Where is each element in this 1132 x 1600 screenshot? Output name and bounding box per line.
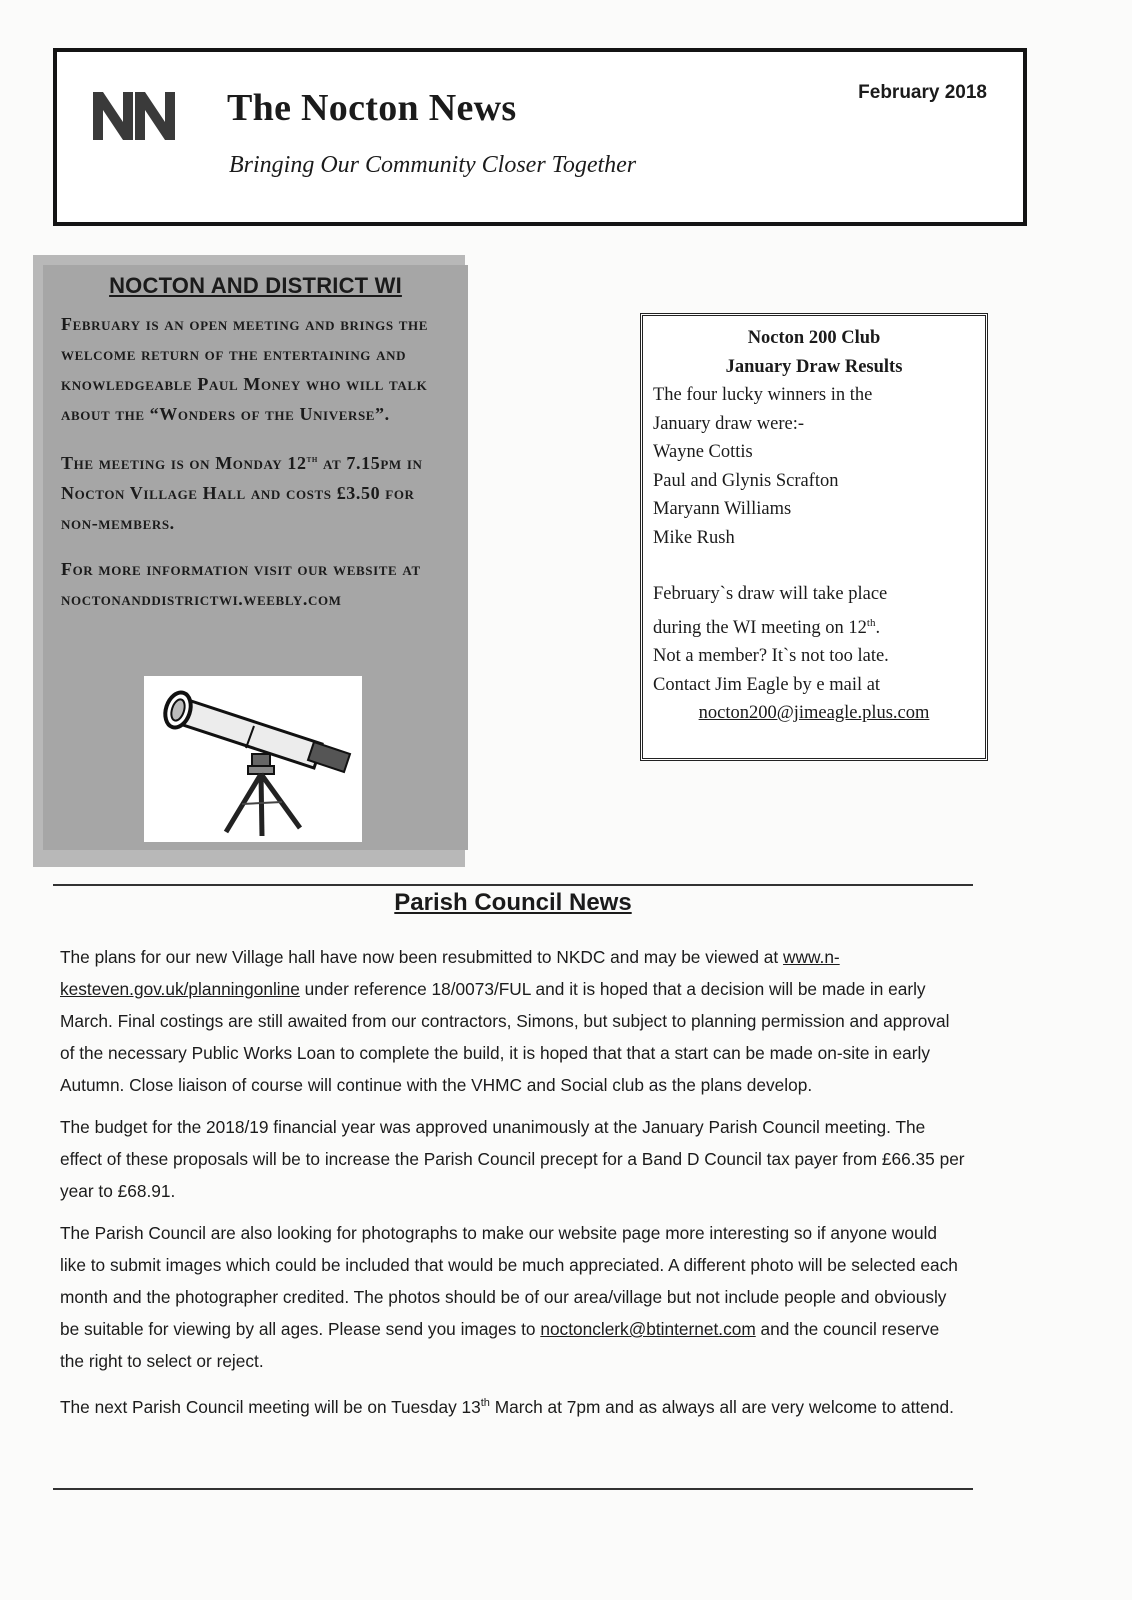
club-200-box <box>640 313 988 761</box>
wi-website: noctonanddistrictwi.weebly.com <box>61 589 342 609</box>
winner: Maryann Williams <box>653 499 792 519</box>
masthead <box>53 48 1027 226</box>
nn-logo <box>91 90 179 142</box>
club-next-4: Contact Jim Eagle by e mail at <box>653 674 881 695</box>
club-title-2: January Draw Results <box>725 356 903 377</box>
parish-paragraph-3: The Parish Council are also looking for photographs to make our website page more interesting so if anyone would like to submit images which could be included that would be much appreciated. A different photo will be selected each month and the photographer credited. The photos should be of our area/village but not include people and obviously be suitable for viewing by all ages. Please send you images to noctonclerk@btinternet.com and the council reserve the right to select or reject. <box>60 1223 958 1371</box>
winner: Mike Rush <box>653 527 735 548</box>
wi-paragraph-1: February is an open meeting and brings the welcome return of the entertaining and knowledgeable Paul Money who will talk about the “Wonders of the Universe”. <box>61 314 429 424</box>
newsletter-title: The Nocton News <box>227 87 517 129</box>
club-title-1: Nocton 200 Club <box>747 328 881 348</box>
wi-paragraph-2: The meeting is on Monday 12th at 7.15pm in Nocton Village Hall and costs £3.50 for non-members. <box>61 453 423 533</box>
tagline: Bringing Our Community Closer Together <box>229 152 637 178</box>
parish-paragraph-4: The next Parish Council meeting will be on Tuesday 13th March at 7pm and as always all are very welcome to attend. <box>60 1396 954 1417</box>
winner: Wayne Cottis <box>653 442 753 462</box>
issue-date: February 2018 <box>858 82 987 103</box>
club-email-link[interactable]: nocton200@jimeagle.plus.com <box>698 703 930 724</box>
club-next-2: during the WI meeting on 12th. <box>653 616 881 638</box>
wi-heading: NOCTON AND DISTRICT WI <box>109 273 402 298</box>
club-intro-1: The four lucky winners in the <box>653 385 873 405</box>
clerk-email-link[interactable]: noctonclerk@btinternet.com <box>540 1319 756 1339</box>
parish-paragraph-1: The plans for our new Village hall have now been resubmitted to NKDC and may be viewed at www.n-kesteven.gov.uk/planningonline under reference 18/0073/FUL and it is hoped that a decision will be made in early March. Final costings are still awaited from our contractors, Simons, but subject to planning permission and approval of the necessary Public Works Loan to complete the build, it is hoped that that a start can be made on-site in early Autumn. Close liaison of course will continue with the VHMC and Social club as the plans develop. <box>60 947 950 1095</box>
winner: Paul and Glynis Scrafton <box>653 470 839 491</box>
wi-box <box>43 265 468 850</box>
divider-top <box>53 884 973 886</box>
club-next-3: Not a member? It`s not too late. <box>653 646 889 667</box>
telescope-icon <box>144 676 362 842</box>
club-next-1: February`s draw will take place <box>653 584 888 604</box>
parish-body <box>60 941 965 1433</box>
club-intro-2: January draw were:- <box>653 413 805 434</box>
divider-bottom <box>53 1488 973 1490</box>
parish-heading: Parish Council News <box>394 889 632 916</box>
planning-link[interactable]: www.n-kesteven.gov.uk/planningonline <box>60 947 840 999</box>
wi-paragraph-3: For more information visit our website at noctonanddistrictwi.weebly.com <box>61 559 421 609</box>
telescope-image <box>144 676 362 842</box>
parish-paragraph-2: The budget for the 2018/19 financial year was approved unanimously at the January Parish Council meeting. The effect of these proposals will be to increase the Parish Council precept for a Band D Council tax payer from £66.35 per year to £68.91. <box>60 1117 965 1201</box>
